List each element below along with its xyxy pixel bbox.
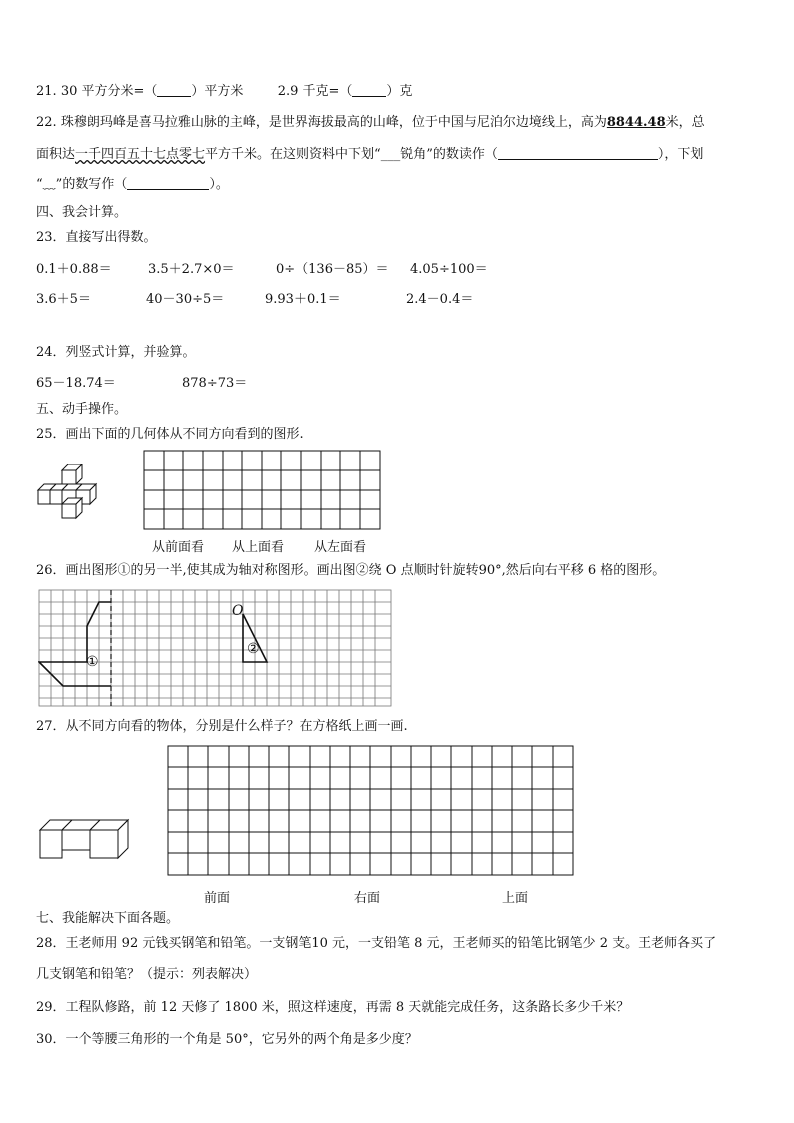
point-o-label: O <box>232 603 244 619</box>
calc-item: 4.05÷100＝ <box>410 262 488 277</box>
question-22-line3: “﹏”的数写作（ ）。 <box>36 177 229 192</box>
calc-item: 0.1＋0.88＝ <box>36 262 112 277</box>
figure-2-label: ② <box>247 641 260 657</box>
question-28-line2: 几支钢笔和铅笔？（提示：列表解决） <box>36 967 258 982</box>
calc-item: 3.6＋5＝ <box>36 292 91 307</box>
box-solid-figure <box>38 812 136 860</box>
calc-item: 0÷（136－85）＝ <box>276 262 389 277</box>
cube-solid-figure <box>36 464 108 524</box>
figure-1-label: ① <box>86 654 99 670</box>
answer-blank[interactable] <box>352 83 386 97</box>
question-29: 29．工程队修路，前 12 天修了 1800 米，照这样速度，再需 8 天就能完成任务，这条路长多少千米？ <box>36 1000 630 1015</box>
answer-blank[interactable] <box>498 146 658 160</box>
view-label-front: 前面 <box>204 891 231 906</box>
calc-item: 65－18.74＝ <box>36 376 116 391</box>
section-5-heading: 五、动手操作。 <box>36 402 128 417</box>
calc-item: 2.4－0.4＝ <box>406 292 474 307</box>
view-label-left: 从左面看 <box>314 540 367 555</box>
question-22-line1: 22. 珠穆朗玛峰是喜马拉雅山脉的主峰，是世界海拔最高的山峰，位于中国与尼泊尔边境线上，高为8844.48米，总 <box>36 115 705 130</box>
answer-blank[interactable] <box>127 176 209 190</box>
grid-paper-q27[interactable] <box>167 745 575 877</box>
answer-blank[interactable] <box>157 83 191 97</box>
calc-item: 9.93＋0.1＝ <box>265 292 341 307</box>
question-24-title: 24．列竖式计算，并验算。 <box>36 345 196 360</box>
question-21: 21. 30 平方分米=（ ）平方米 2.9 千克=（ ）克 <box>36 84 413 99</box>
view-label-right: 右面 <box>354 891 381 906</box>
section-7-heading: 七、我能解决下面各题。 <box>36 911 180 926</box>
question-28-line1: 28．王老师用 92 元钱买钢笔和铅笔。一支钢笔10 元，一支铅笔 8 元，王老师买的铅笔比钢笔少 2 支。王老师各买了 <box>36 936 717 951</box>
grid-paper-q25[interactable] <box>143 450 383 532</box>
calc-item: 40－30÷5＝ <box>146 292 225 307</box>
question-22-line2: 面积达一千四百五十七点零七平方千米。在这则资料中下划“___锐角”的数读作（ ），下划 <box>36 147 704 162</box>
view-label-top: 上面 <box>502 891 529 906</box>
calc-item: 3.5＋2.7×0＝ <box>148 262 235 277</box>
question-25-title: 25．画出下面的几何体从不同方向看到的图形. <box>36 427 304 442</box>
question-26-title: 26．画出图形①的另一半,使其成为轴对称图形。画出图②绕 O 点顺时针旋转90°,然后向右平移 6 格的图形。 <box>36 563 666 578</box>
grid-paper-q26[interactable] <box>38 589 394 709</box>
question-27-title: 27．从不同方向看的物体，分别是什么样子？在方格纸上画一画. <box>36 719 408 734</box>
calc-item: 878÷73＝ <box>182 376 248 391</box>
view-label-front: 从前面看 <box>152 540 205 555</box>
section-4-heading: 四、我会计算。 <box>36 205 128 220</box>
question-30: 30．一个等腰三角形的一个角是 50°，它另外的两个角是多少度？ <box>36 1032 418 1047</box>
question-23-title: 23．直接写出得数。 <box>36 230 157 245</box>
view-label-top: 从上面看 <box>232 540 285 555</box>
